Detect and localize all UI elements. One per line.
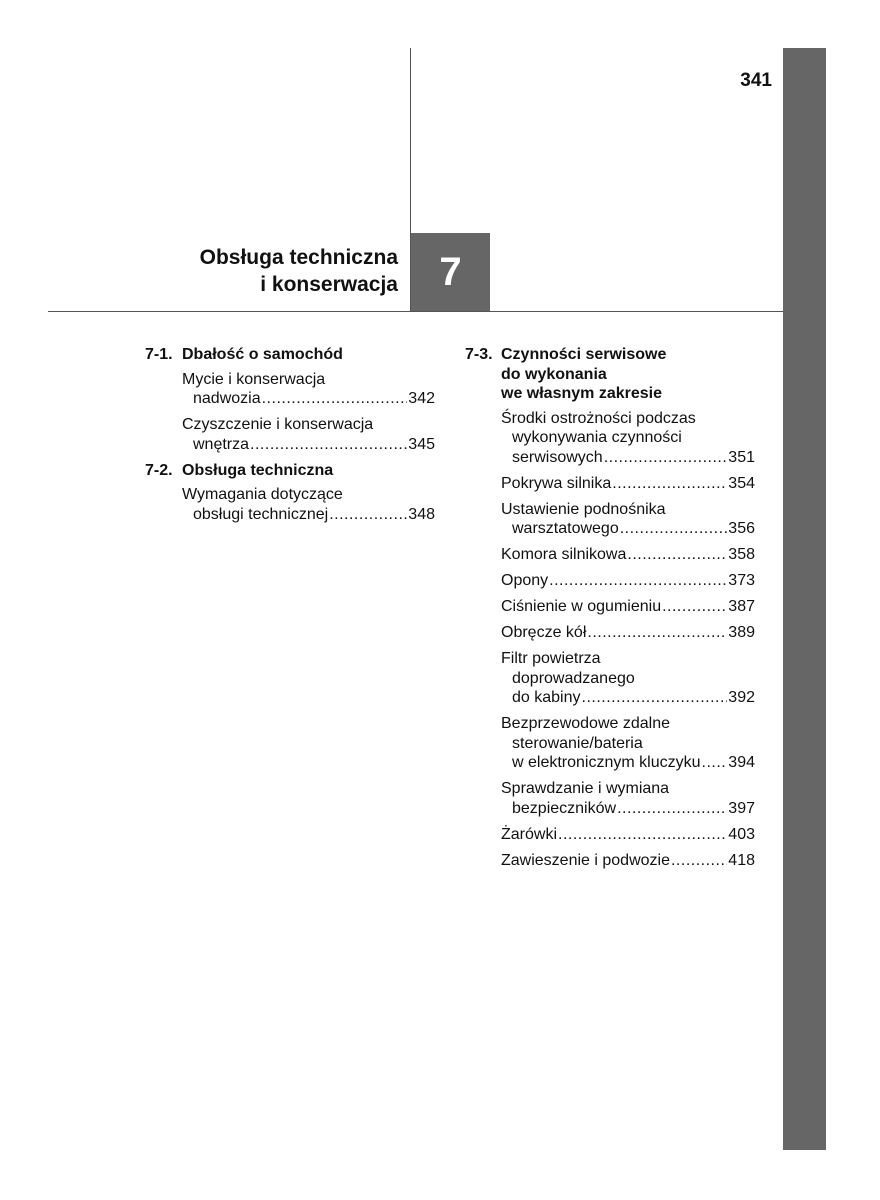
toc-entry[interactable]	[501, 597, 755, 617]
toc-page-number: 373	[728, 572, 755, 589]
dot-leader	[558, 825, 727, 845]
toc-entry-last-line	[501, 688, 755, 708]
toc-entry-line: w elektronicznym kluczyku	[512, 754, 701, 771]
toc-section	[145, 345, 435, 454]
toc-entry-line: Czyszczenie i konserwacja	[182, 416, 374, 433]
section-number: 7-3.	[465, 346, 493, 363]
toc-page-number: 351	[728, 448, 755, 466]
section-number: 7-1.	[145, 346, 173, 363]
toc-section	[145, 461, 435, 525]
toc-entry-line: doprowadzanego	[512, 669, 635, 687]
section-title-line: we własnym zakresie	[501, 385, 662, 402]
chapter-title-line: i konserwacja	[260, 273, 398, 296]
toc-entry-last-line	[501, 623, 755, 643]
toc-entry[interactable]	[182, 415, 435, 454]
page-number: 341	[740, 70, 772, 91]
toc-entry-line: obsługi technicznej	[193, 505, 329, 523]
toc-column-left	[145, 345, 435, 531]
toc-column-right	[465, 345, 755, 877]
toc-entry[interactable]	[501, 545, 755, 565]
toc-entry-last-line	[501, 799, 755, 819]
dot-leader	[662, 597, 727, 617]
toc-entry[interactable]	[501, 409, 755, 468]
toc-entry-last-line	[501, 597, 755, 617]
toc-entry-line: Zawieszenie i podwozie	[501, 851, 670, 869]
toc-entry-last-line	[501, 474, 755, 494]
toc-entry-line: Żarówki	[501, 825, 558, 843]
toc-entry-last-line	[501, 851, 755, 871]
toc-entry[interactable]	[501, 779, 755, 818]
toc-page-number: 342	[408, 390, 435, 407]
section-title-line: do wykonania	[501, 365, 607, 383]
toc-page-number: 354	[728, 474, 755, 492]
chapter-title-line: Obsługa techniczna	[199, 246, 398, 269]
section-title-line: Obsługa techniczna	[182, 461, 334, 479]
toc-entry-line: Obręcze kół	[501, 624, 587, 641]
section-title	[182, 345, 343, 365]
toc-entry-line: wykonywania czynności	[512, 429, 682, 446]
toc-entry-line: nadwozia	[193, 390, 261, 407]
section-title	[182, 461, 333, 481]
dot-leader	[582, 688, 728, 708]
toc-entry[interactable]	[501, 474, 755, 494]
toc-entries	[182, 370, 435, 455]
toc-entry[interactable]	[501, 649, 755, 708]
toc-entry-line: Ciśnienie w ogumieniu	[501, 598, 662, 615]
toc-entry-line: Filtr powietrza	[501, 650, 601, 667]
toc-entry-line: Wymagania dotyczące	[182, 486, 343, 503]
toc-entry-line: Ustawienie podnośnika	[501, 500, 666, 518]
dot-leader	[671, 851, 727, 871]
dot-leader	[262, 389, 408, 409]
toc-entry-line: warsztatowego	[512, 520, 619, 537]
toc-page-number: 358	[728, 546, 755, 563]
dot-leader	[549, 571, 727, 591]
chapter-title	[100, 244, 398, 298]
dot-leader	[329, 505, 407, 525]
toc-entry[interactable]	[182, 485, 435, 524]
dot-leader	[604, 448, 728, 468]
toc-entry-line: Bezprzewodowe zdalne	[501, 715, 670, 732]
toc-entry[interactable]	[501, 825, 755, 845]
dot-leader	[627, 545, 727, 565]
dot-leader	[587, 623, 727, 643]
toc-entry-last-line	[182, 435, 435, 455]
toc-entries	[182, 485, 435, 524]
toc-entry-last-line	[501, 448, 755, 468]
toc-entry-line: Opony	[501, 572, 549, 589]
toc-page-number: 345	[408, 435, 435, 453]
toc-entry-line: Środki ostrożności podczas	[501, 409, 696, 427]
toc-page-number: 387	[728, 598, 755, 615]
toc-page-number: 348	[408, 505, 435, 523]
toc-entry-line: wnętrza	[193, 435, 250, 453]
toc-entry-line: Mycie i konserwacja	[182, 370, 326, 388]
toc-entry-last-line	[501, 519, 755, 539]
toc-entry-last-line	[501, 753, 755, 773]
toc-page-number: 356	[728, 520, 755, 537]
toc-entry[interactable]	[501, 571, 755, 591]
toc-entry[interactable]	[501, 623, 755, 643]
toc-page-number: 394	[728, 754, 755, 771]
toc-entry[interactable]	[501, 500, 755, 539]
toc-entry-line: Pokrywa silnika	[501, 474, 612, 492]
toc-page-number: 397	[728, 799, 755, 817]
toc-entry-line: Komora silnikowa	[501, 546, 627, 563]
dot-leader	[617, 799, 727, 819]
dot-leader	[620, 519, 728, 539]
toc-entry-last-line	[501, 571, 755, 591]
toc-page-number: 389	[728, 624, 755, 641]
toc-entry[interactable]	[501, 714, 755, 773]
section-heading[interactable]	[145, 461, 435, 481]
section-title-line: Dbałość o samochód	[182, 346, 343, 363]
section-heading[interactable]	[145, 345, 435, 365]
section-title-line: Czynności serwisowe	[501, 346, 667, 363]
section-number: 7-2.	[145, 461, 173, 479]
toc-entry-last-line	[182, 389, 435, 409]
toc-entry-line: serwisowych	[512, 448, 603, 466]
toc-entry-line: bezpieczników	[512, 799, 617, 817]
toc-entry-line: sterowanie/bateria	[512, 734, 643, 752]
horizontal-rule	[48, 311, 783, 312]
dot-leader	[612, 474, 727, 494]
toc-entries	[501, 409, 755, 871]
toc-section	[465, 345, 755, 870]
toc-entry-last-line	[501, 825, 755, 845]
chapter-number-box: 7	[411, 233, 490, 311]
toc-entry[interactable]	[182, 370, 435, 409]
dot-leader	[702, 753, 728, 773]
section-heading[interactable]	[465, 345, 755, 404]
toc-page-number: 418	[728, 851, 755, 869]
dot-leader	[250, 435, 407, 455]
toc-entry-line: do kabiny	[512, 689, 581, 706]
toc-entry-last-line	[182, 505, 435, 525]
chapter-side-tab	[783, 48, 826, 1150]
toc-page-number: 392	[728, 689, 755, 706]
toc-page-number: 403	[728, 825, 755, 843]
toc-entry-last-line	[501, 545, 755, 565]
section-title	[501, 345, 666, 404]
toc-entry[interactable]	[501, 851, 755, 871]
toc-entry-line: Sprawdzanie i wymiana	[501, 780, 670, 797]
